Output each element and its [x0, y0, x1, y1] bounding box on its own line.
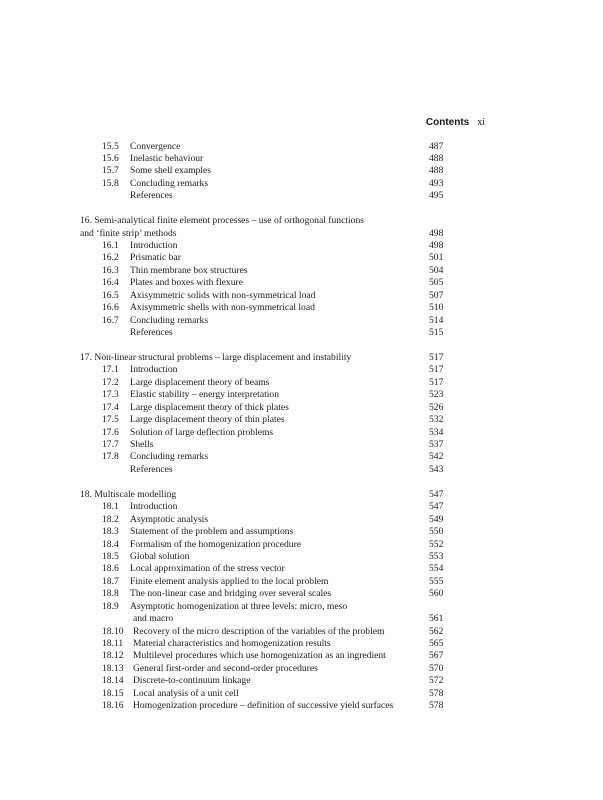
table-of-contents [80, 141, 510, 726]
section-number: 17.1 [102, 364, 119, 376]
page-ref: 504 [429, 264, 444, 276]
page-ref: 534 [429, 426, 444, 438]
toc-entry[interactable] [80, 389, 510, 401]
page-ref: 578 [429, 700, 444, 712]
section-number: 18.4 [102, 538, 119, 550]
section-title: Large displacement theory of thin plates [130, 414, 285, 426]
page-ref: 560 [429, 588, 444, 600]
section-number: 17.3 [102, 389, 119, 401]
toc-entry[interactable] [80, 514, 510, 526]
toc-entry[interactable] [80, 377, 510, 389]
section-title: Introduction [130, 240, 178, 251]
page-ref: 555 [429, 575, 444, 587]
page-ref: 562 [429, 625, 444, 637]
page-ref: 542 [429, 451, 444, 463]
toc-entry[interactable] [80, 165, 510, 177]
section-title: The non-linear case and bridging over several scales [130, 588, 332, 600]
toc-entry[interactable] [80, 539, 510, 551]
chapter-title-row[interactable] [80, 215, 510, 227]
section-number: 16.6 [102, 302, 119, 314]
page-ref: 532 [429, 414, 444, 426]
page-ref: 561 [429, 613, 444, 625]
section-title: Prismatic bar [130, 252, 181, 264]
section-title: Global solution [130, 550, 190, 562]
section-number: 18.7 [102, 575, 119, 587]
section-number: 16.3 [102, 264, 119, 276]
toc-entry[interactable] [80, 464, 510, 476]
toc-entry[interactable] [80, 613, 510, 625]
section-number: 16.7 [102, 314, 119, 326]
section-title: Local approximation of the stress vector [130, 563, 285, 575]
section-title: Concluding remarks [130, 451, 209, 463]
page-ref: 578 [429, 687, 444, 699]
section-number: 16.5 [102, 289, 119, 301]
section-title: Large displacement theory of beams [130, 376, 270, 388]
chapter-title: 18. Multiscale modelling [80, 488, 177, 500]
toc-entry[interactable] [80, 240, 510, 252]
page-ref: 553 [429, 550, 444, 562]
section-title: Axisymmetric shells with non-symmetrical load [130, 302, 315, 314]
page-ref: 572 [429, 675, 444, 687]
section-number: 15.6 [102, 152, 119, 164]
section-title: Solution of large deflection problems [130, 426, 274, 438]
page-ref: 517 [429, 351, 444, 363]
page-ref: 507 [429, 289, 444, 301]
page-ref: 517 [429, 376, 444, 388]
running-header [426, 117, 485, 129]
section-title: Formalism of the homogenization procedure [130, 538, 302, 550]
page-ref: 547 [429, 501, 444, 513]
section-title: General first-order and second-order procedures [133, 662, 318, 674]
section-number: 18.2 [102, 513, 119, 525]
section-title: References [130, 190, 173, 202]
section-title: Statement of the problem and assumptions [130, 526, 294, 538]
toc-entry[interactable] [80, 626, 510, 638]
toc-chapter [80, 141, 510, 203]
page-ref: 488 [429, 165, 444, 177]
toc-entry[interactable] [80, 402, 510, 414]
toc-entry[interactable] [80, 650, 510, 662]
section-title: Thin membrane box structures [130, 264, 248, 276]
section-number: 16.4 [102, 277, 119, 289]
page-ref: 493 [429, 177, 444, 189]
toc-entry[interactable] [80, 153, 510, 165]
section-number: 18.1 [102, 501, 119, 513]
chapter-title-row[interactable] [80, 489, 510, 501]
section-title: Discrete-to-continuum linkage [133, 675, 251, 687]
section-number: 15.5 [102, 140, 119, 152]
page-ref: 487 [429, 140, 444, 152]
section-title: Axisymmetric solids with non-symmetrical load [130, 289, 316, 301]
page-ref: 498 [429, 240, 444, 251]
page-ref: 488 [429, 152, 444, 164]
section-number: 18.15 [102, 687, 124, 699]
section-number: 18.13 [102, 662, 124, 674]
page-ref: 570 [429, 662, 444, 674]
page-ref: 526 [429, 401, 444, 413]
section-title: Concluding remarks [130, 314, 209, 326]
toc-entry[interactable] [80, 576, 510, 588]
section-title: Introduction [130, 501, 178, 513]
section-number: 18.8 [102, 588, 119, 600]
section-title: Plates and boxes with flexure [130, 277, 243, 289]
toc-entry[interactable] [80, 563, 510, 575]
section-number: 18.12 [102, 650, 124, 662]
page-ref: 554 [429, 563, 444, 575]
toc-entry[interactable] [80, 315, 510, 327]
page-ref: 552 [429, 538, 444, 550]
toc-entry[interactable] [80, 638, 510, 650]
section-number: 18.3 [102, 526, 119, 538]
section-title: Local analysis of a unit cell [133, 687, 239, 699]
toc-entry[interactable] [80, 290, 510, 302]
toc-chapter [80, 489, 510, 713]
section-number: 17.6 [102, 426, 119, 438]
section-number: 18.14 [102, 675, 124, 687]
toc-entry[interactable] [80, 178, 510, 190]
toc-entry[interactable] [80, 414, 510, 426]
section-number: 17.8 [102, 451, 119, 463]
section-title: Finite element analysis applied to the local problem [130, 575, 329, 587]
toc-entry[interactable] [80, 688, 510, 700]
toc-entry[interactable] [80, 252, 510, 264]
page-ref: 543 [429, 463, 444, 475]
chapter-title: and ‘finite strip’ methods [80, 227, 177, 239]
page-ref: 567 [429, 650, 444, 662]
toc-entry[interactable] [80, 277, 510, 289]
page-number: xi [477, 117, 485, 128]
toc-entry[interactable] [80, 327, 510, 339]
section-title: Asymptotic analysis [130, 513, 209, 525]
toc-entry[interactable] [80, 700, 510, 712]
chapter-title: 17. Non-linear structural problems – large displacement and instability [80, 351, 352, 363]
section-number: 17.5 [102, 414, 119, 426]
toc-entry[interactable] [80, 501, 510, 513]
section-title: Inelastic behaviour [130, 152, 204, 164]
section-title: Concluding remarks [130, 177, 209, 189]
page-ref: 517 [429, 364, 444, 376]
section-number: 18.9 [102, 600, 119, 612]
page-ref: 550 [429, 526, 444, 538]
page-ref: 565 [429, 638, 444, 649]
toc-entry[interactable] [80, 526, 510, 538]
page-ref: 549 [429, 513, 444, 525]
chapter-title: 16. Semi-analytical finite element processes – use of orthogonal functions [80, 215, 365, 227]
page-ref: 537 [429, 439, 444, 450]
toc-entry[interactable] [80, 190, 510, 202]
toc-chapter [80, 352, 510, 476]
toc-entry[interactable] [80, 601, 510, 613]
section-title: References [130, 327, 173, 339]
page-ref: 515 [429, 327, 444, 339]
section-number: 16.1 [102, 240, 119, 251]
page-ref: 505 [429, 277, 444, 289]
section-title: and macro [133, 613, 174, 625]
section-title: Homogenization procedure – definition of successive yield surfaces [133, 700, 394, 712]
section-number: 17.7 [102, 439, 119, 450]
page-ref: 514 [429, 314, 444, 326]
toc-entry[interactable] [80, 439, 510, 451]
section-title: Asymptotic homogenization at three levels: micro, meso [130, 600, 348, 612]
toc-entry[interactable] [80, 451, 510, 463]
section-title: Multilevel procedures which use homogenization as an ingredient [133, 650, 386, 662]
section-title: Introduction [130, 364, 178, 376]
page-ref: 501 [429, 252, 444, 264]
section-number: 18.11 [102, 638, 124, 649]
section-number: 15.7 [102, 165, 119, 177]
toc-chapter [80, 215, 510, 339]
section-number: 15.8 [102, 177, 119, 189]
section-number: 18.10 [102, 625, 124, 637]
page-ref: 523 [429, 389, 444, 401]
running-header-title: Contents [425, 117, 470, 128]
section-title: Material characteristics and homogenization results [133, 638, 331, 649]
section-title: References [130, 463, 173, 475]
section-title: Shells [130, 439, 154, 450]
toc-entry[interactable] [80, 265, 510, 277]
chapter-title-row[interactable] [80, 228, 510, 240]
toc-entry[interactable] [80, 364, 510, 376]
section-number: 17.4 [102, 401, 119, 413]
toc-entry[interactable] [80, 588, 510, 600]
page-ref: 510 [429, 302, 444, 314]
section-number: 17.2 [102, 376, 119, 388]
toc-entry[interactable] [80, 675, 510, 687]
page-ref: 498 [429, 227, 444, 239]
section-title: Some shell examples [130, 165, 211, 177]
chapter-title-row[interactable] [80, 352, 510, 364]
section-number: 18.5 [102, 550, 119, 562]
page-ref: 495 [429, 190, 444, 202]
toc-entry[interactable] [80, 427, 510, 439]
page-ref: 547 [429, 488, 444, 500]
section-title: Elastic stability – energy interpretation [130, 389, 280, 401]
toc-entry[interactable] [80, 663, 510, 675]
toc-entry[interactable] [80, 551, 510, 563]
section-title: Large displacement theory of thick plates [130, 401, 289, 413]
section-title: Recovery of the micro description of the variables of the problem [133, 625, 385, 637]
toc-entry[interactable] [80, 141, 510, 153]
section-number: 18.6 [102, 563, 119, 575]
section-title: Convergence [130, 140, 181, 152]
section-number: 18.16 [102, 700, 124, 712]
section-number: 16.2 [102, 252, 119, 264]
toc-entry[interactable] [80, 302, 510, 314]
